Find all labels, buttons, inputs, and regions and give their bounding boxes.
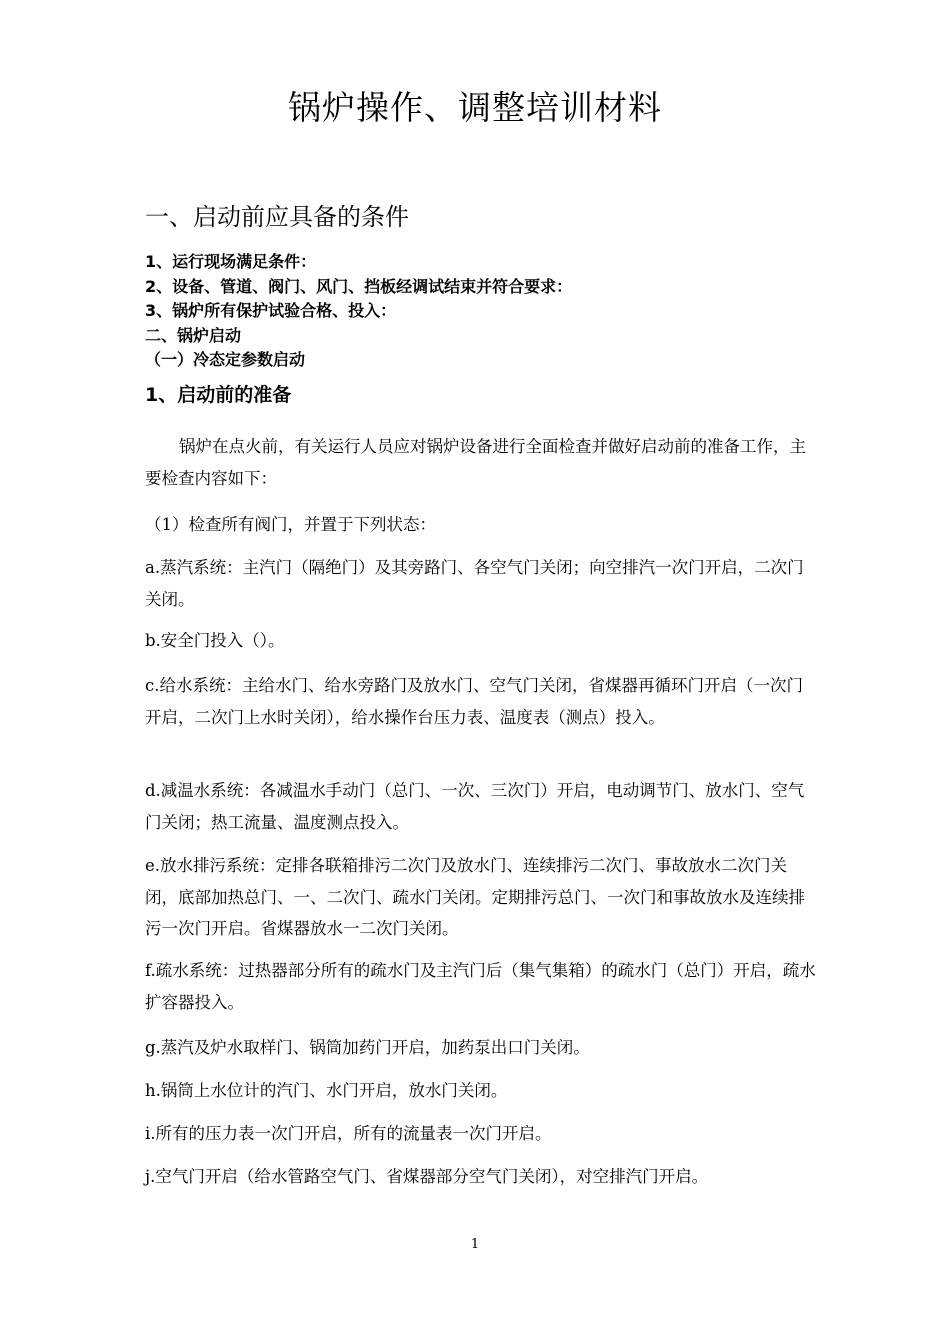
section-heading-startup: 二、锅炉启动 xyxy=(145,325,242,345)
item-feedwater-system: c.给水系统：主给水门、给水旁路门及放水门、空气门关闭，省煤器再循环门开启（一次门开启，二次门上水时关闭），给水操作台压力表、温度表（测点）投入。 xyxy=(145,676,803,727)
item-water-level-gauge: h.锅筒上水位计的汽门、水门开启，放水门关闭。 xyxy=(145,1081,508,1100)
item-pressure-gauges: i.所有的压力表一次门开启，所有的流量表一次门开启。 xyxy=(145,1124,552,1143)
item-drainage-system: f.疏水系统：过热器部分所有的疏水门及主汽门后（集气集箱）的疏水门（总门）开启，疏水扩容器投入。 xyxy=(145,961,816,1012)
document-title: 锅炉操作、调整培训材料 xyxy=(288,88,662,127)
condition-item: 1、运行现场满足条件： xyxy=(145,252,317,271)
page-number: 1 xyxy=(470,1237,480,1252)
item-desuperheating-system: d.减温水系统：各减温水手动门（总门、一次、三次门）开启，电动调节门、放水门、空气门关闭；热工流量、温度测点投入。 xyxy=(145,781,805,832)
item-safety-valve: b.安全门投入（）。 xyxy=(145,631,285,650)
condition-item: 3、锅炉所有保护试验合格、投入： xyxy=(145,301,397,320)
check-item: （1）检查所有阀门，并置于下列状态： xyxy=(145,515,436,534)
section-heading: 一、启动前应具备的条件 xyxy=(145,203,409,231)
item-sampling: g.蒸汽及炉水取样门、锅筒加药门开启，加药泵出口门关闭。 xyxy=(145,1038,590,1057)
subheading-preparation: 1、启动前的准备 xyxy=(145,384,292,406)
item-drain-blowdown-system: e.放水排污系统：定排各联箱排污二次门及放水门、连续排污二次门、事故放水二次门关闭，底部加热总门、一、二次门、疏水门关闭。定期排污总门、一次门和事故放水及连续排污一次门开启。省煤器放水一二次门关闭。 xyxy=(145,856,805,938)
condition-list xyxy=(145,250,572,373)
item-steam-system: a.蒸汽系统：主汽门（隔绝门）及其旁路门、各空气门关闭；向空排汽一次门开启，二次门关闭。 xyxy=(145,558,804,609)
item-air-valves: j.空气门开启（给水管路空气门、省煤器部分空气门关闭），对空排汽门开启。 xyxy=(145,1167,709,1186)
intro-paragraph: 锅炉在点火前，有关运行人员应对锅炉设备进行全面检查并做好启动前的准备工作，主要检查内容如下： xyxy=(145,437,806,488)
subsection-heading-cold-start: （一）冷态定参数启动 xyxy=(145,350,306,369)
condition-item: 2、设备、管道、阀门、风门、挡板经调试结束并符合要求： xyxy=(145,276,573,296)
